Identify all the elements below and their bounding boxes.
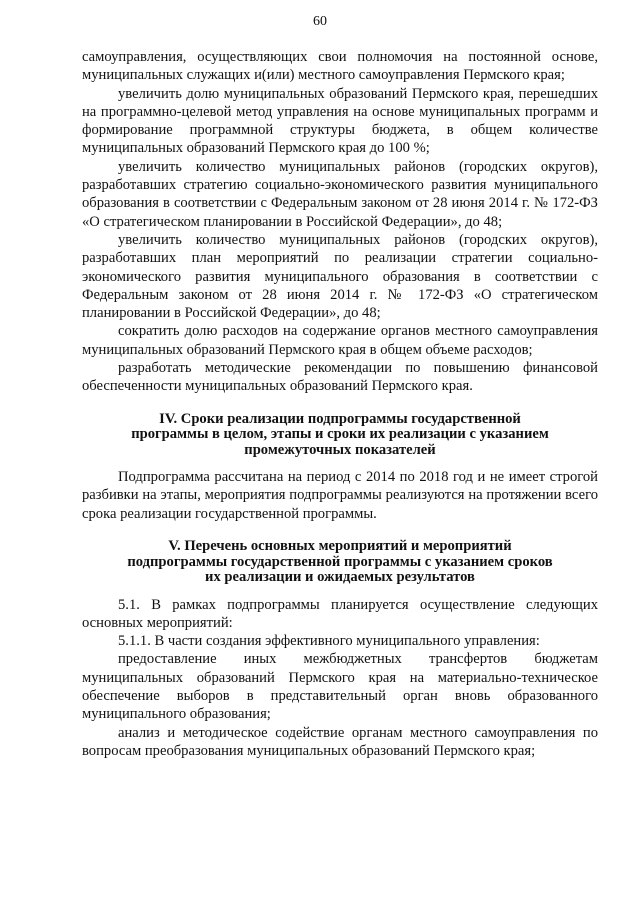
- document-body: [82, 48, 598, 760]
- heading-line: программы в целом, этапы и сроки их реализации с указанием: [131, 426, 549, 443]
- paragraph: 5.1. В рамках подпрограммы планируется осуществление следующих основных мероприятий:: [82, 596, 598, 631]
- paragraph: анализ и методическое содействие органам местного самоуправления по вопросам преобразования муниципальных образований Пермского края;: [82, 724, 598, 759]
- paragraph: увеличить количество муниципальных районов (городских округов), разработавших план мероприятий по реализации стратегии социально-экономического развития муниципального образования в соответствии с Федеральным законом от 28 июня 2014 г. № 172-ФЗ «О стратегическом планировании в Российской Федерации», до 48;: [82, 231, 598, 322]
- paragraph: 5.1.1. В части создания эффективного муниципального управления:: [118, 633, 540, 650]
- section-5-heading: [82, 539, 598, 586]
- heading-line: их реализации и ожидаемых результатов: [205, 569, 475, 586]
- paragraph-continuation: самоуправления, осуществляющих свои полномочия на постоянной основе, муниципальных служащих и(или) местного самоуправления Пермского края;: [82, 49, 598, 84]
- paragraph: увеличить количество муниципальных районов (городских округов), разработавших стратегию социально-экономического развития муниципального образования в соответствии с Федеральным законом от 28 июня 2014 г. № 172-ФЗ «О стратегическом планировании в Российской Федерации», до 48;: [82, 158, 598, 230]
- heading-line: IV. Сроки реализации подпрограммы государственной: [159, 410, 521, 427]
- paragraph: сократить долю расходов на содержание органов местного самоуправления муниципальных образований Пермского края в общем объеме расходов;: [82, 323, 598, 358]
- paragraph: Подпрограмма рассчитана на период с 2014 по 2018 год и не имеет строгой разбивки на этапы, мероприятия подпрограммы реализуются на протяжении всего срока реализации государственной программы.: [82, 469, 598, 522]
- page-number: 60: [313, 14, 327, 29]
- heading-line: V. Перечень основных мероприятий и мероприятий: [168, 538, 512, 555]
- paragraph: увеличить долю муниципальных образований Пермского края, перешедших на программно-целевой метод управления на основе муниципальных программ и формирование программной структуры бюджета, в общем количестве муниципальных образований Пермского края до 100 %;: [82, 85, 598, 157]
- paragraph: разработать методические рекомендации по повышению финансовой обеспеченности муниципальных образований Пермского края.: [82, 360, 598, 395]
- paragraph: предоставление иных межбюджетных трансфертов бюджетам муниципальных образований Пермского края на материально-техническое обеспечение выборов в представительный орган вновь образованного муниципального образования;: [82, 651, 598, 723]
- heading-line: подпрограммы государственной программы с указанием сроков: [127, 553, 553, 570]
- section-4-heading: [82, 412, 598, 459]
- heading-line: промежуточных показателей: [244, 441, 436, 458]
